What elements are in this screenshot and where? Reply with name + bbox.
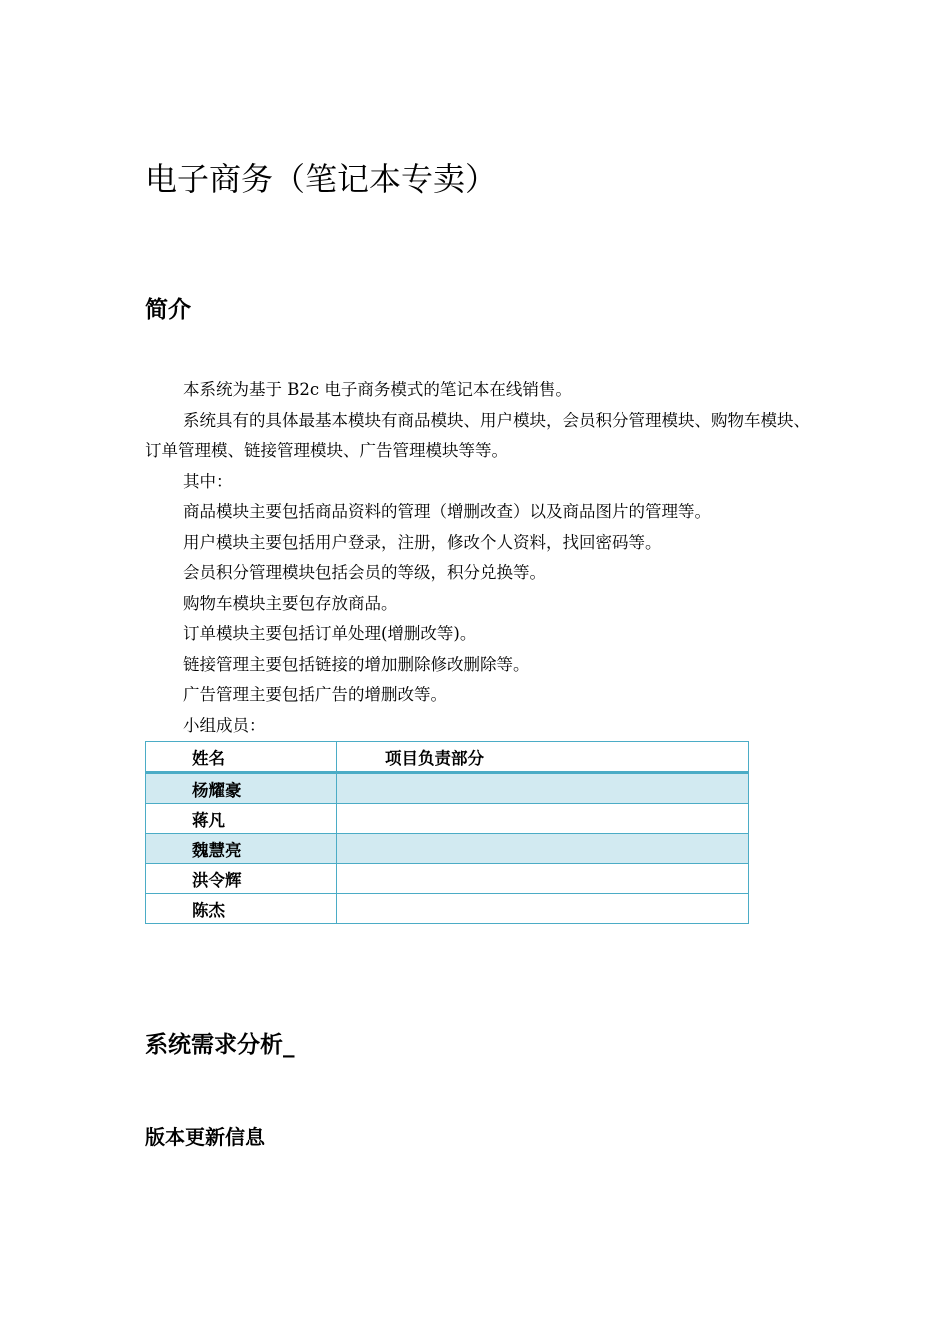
table-row bbox=[146, 804, 749, 834]
member-part bbox=[337, 864, 749, 894]
header-name: 姓名 bbox=[146, 742, 337, 773]
intro-body bbox=[145, 375, 815, 741]
table-row bbox=[146, 773, 749, 804]
paragraph: 其中： bbox=[183, 471, 233, 491]
members-table bbox=[145, 741, 749, 924]
member-name: 魏慧亮 bbox=[146, 834, 337, 864]
document-title: 电子商务（笔记本专卖） bbox=[145, 160, 498, 198]
paragraph: 链接管理主要包括链接的增加删除修改删除等。 bbox=[183, 654, 530, 674]
paragraph: 小组成员： bbox=[183, 715, 266, 735]
member-part bbox=[337, 834, 749, 864]
member-part bbox=[337, 894, 749, 924]
member-part bbox=[337, 773, 749, 804]
paragraph: 订单模块主要包括订单处理(增删改等)。 bbox=[183, 624, 477, 643]
member-name: 杨耀豪 bbox=[146, 773, 337, 804]
paragraph: 用户模块主要包括用户登录，注册，修改个人资料，找回密码等。 bbox=[183, 532, 662, 552]
member-name: 陈杰 bbox=[146, 894, 337, 924]
header-part: 项目负责部分 bbox=[337, 742, 749, 773]
paragraph: 系统具有的具体最基本模块有商品模块、用户模块，会员积分管理模块、购物车模块、订单管理模、链接管理模块、广告管理模块等等。 bbox=[145, 410, 810, 460]
member-part bbox=[337, 804, 749, 834]
paragraph: 广告管理主要包括广告的增删改等。 bbox=[183, 685, 447, 704]
paragraph: 本系统为基于 B2c 电子商务模式的笔记本在线销售。 bbox=[183, 380, 572, 399]
intro-heading: 简介 bbox=[145, 297, 191, 323]
paragraph: 购物车模块主要包存放商品。 bbox=[183, 593, 398, 613]
analysis-heading: 系统需求分析_ bbox=[145, 1032, 295, 1058]
member-name: 洪令辉 bbox=[146, 864, 337, 894]
table-row bbox=[146, 894, 749, 924]
paragraph: 商品模块主要包括商品资料的管理（增删改查）以及商品图片的管理等。 bbox=[183, 502, 711, 521]
table-row bbox=[146, 834, 749, 864]
version-heading: 版本更新信息 bbox=[145, 1125, 265, 1149]
table-header-row bbox=[146, 742, 749, 773]
member-name: 蒋凡 bbox=[146, 804, 337, 834]
table-row bbox=[146, 864, 749, 894]
paragraph: 会员积分管理模块包括会员的等级，积分兑换等。 bbox=[183, 563, 546, 582]
